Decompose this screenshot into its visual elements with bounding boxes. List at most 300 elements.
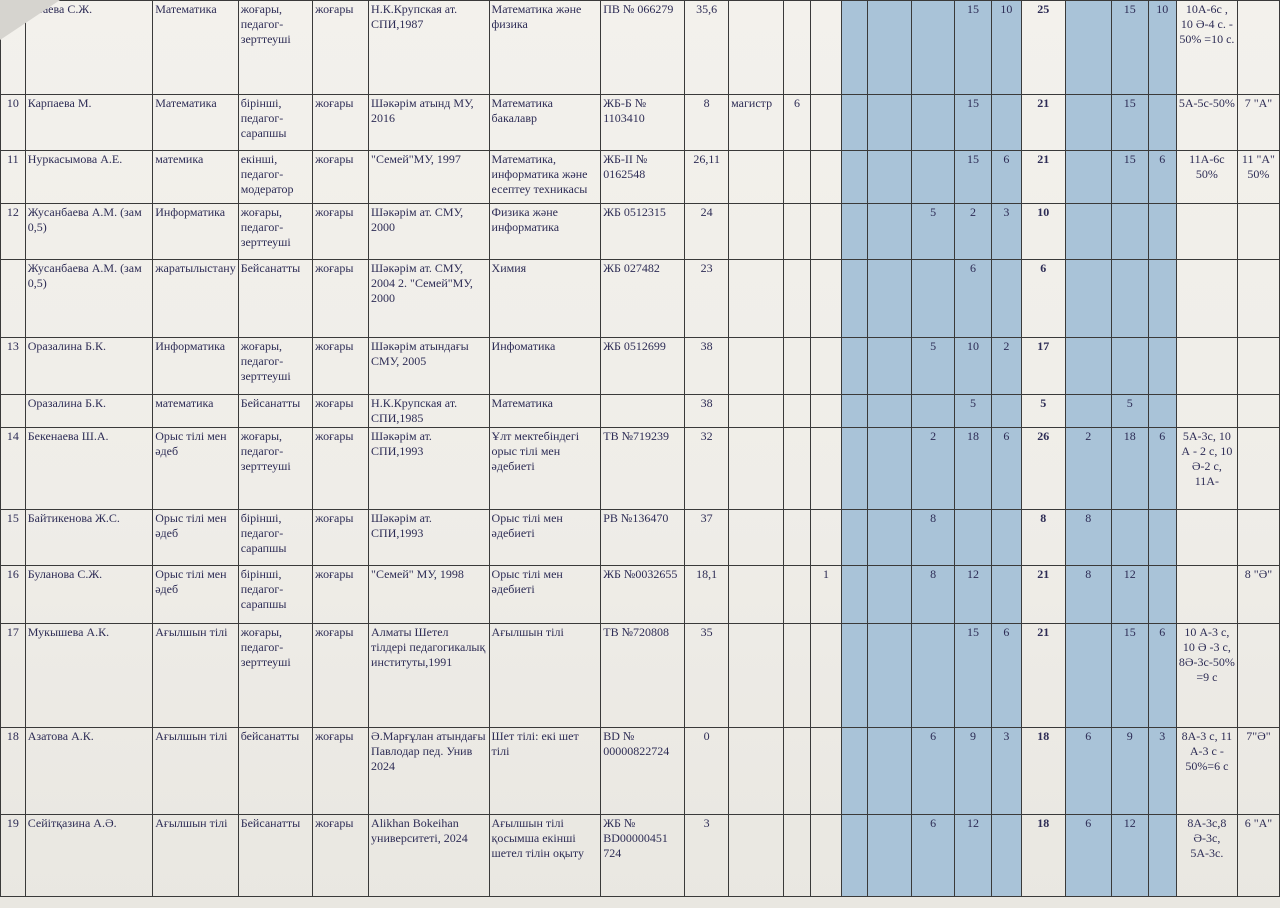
hours-1-cell <box>868 151 912 204</box>
teacher-name-cell: Жусанбаева А.М. (зам 0,5) <box>25 260 152 338</box>
extra-hours-2-cell <box>811 204 842 260</box>
split-2-cell: 15 <box>1111 1 1148 95</box>
extra-hours-1-cell <box>783 395 810 428</box>
academic-degree-cell <box>729 510 784 566</box>
hours-3-cell: 6 <box>955 260 992 338</box>
specialty-cell: Физика және информатика <box>489 204 601 260</box>
split-3-cell: 6 <box>1148 624 1176 728</box>
institution-cell: Шәкәрім ат. СПИ,1993 <box>369 428 489 510</box>
shaded-cell-cell <box>841 510 868 566</box>
folded-corner <box>0 0 60 40</box>
hours-2-cell: 5 <box>912 338 955 395</box>
total-hours-cell: 5 <box>1021 395 1065 428</box>
education-level-cell: жоғары <box>313 624 369 728</box>
extra-hours-2-cell <box>811 510 842 566</box>
academic-degree-cell <box>729 624 784 728</box>
category-cell: бірінші, педагог-сарапшы <box>238 510 312 566</box>
institution-cell: Шәкәрім атынд МУ, 2016 <box>369 95 489 151</box>
category-cell: Бейсанатты <box>238 395 312 428</box>
split-1-cell <box>1065 151 1111 204</box>
education-level-cell: жоғары <box>313 566 369 624</box>
education-level-cell: жоғары <box>313 815 369 897</box>
split-2-cell: 15 <box>1111 151 1148 204</box>
hours-3-cell <box>955 510 992 566</box>
diploma-number-cell: ЖБ 0512699 <box>601 338 685 395</box>
split-3-cell <box>1148 566 1176 624</box>
diploma-number-cell <box>601 395 685 428</box>
extra-hours-1-cell <box>783 338 810 395</box>
hours-4-cell <box>991 815 1021 897</box>
total-hours-cell: 21 <box>1021 566 1065 624</box>
specialty-cell: Математика <box>489 395 601 428</box>
hours-2-cell: 6 <box>912 728 955 815</box>
specialty-cell: Ұлт мектебіндегі орыс тілі мен әдебиеті <box>489 428 601 510</box>
hours-1-cell <box>868 338 912 395</box>
hours-1-cell <box>868 728 912 815</box>
hours-3-cell: 5 <box>955 395 992 428</box>
class-guidance-cell <box>1237 624 1279 728</box>
education-level-cell: жоғары <box>313 428 369 510</box>
split-3-cell: 6 <box>1148 151 1176 204</box>
experience-years-cell: 38 <box>685 395 729 428</box>
subject-cell: Орыс тілі мен әдеб <box>153 510 238 566</box>
specialty-cell: Орыс тілі мен әдебиеті <box>489 510 601 566</box>
specialty-cell: Инфоматика <box>489 338 601 395</box>
subject-cell: математика <box>153 395 238 428</box>
category-cell: Бейсанатты <box>238 815 312 897</box>
hours-4-cell <box>991 395 1021 428</box>
diploma-number-cell: РВ №136470 <box>601 510 685 566</box>
total-hours-cell: 18 <box>1021 728 1065 815</box>
institution-cell: Alikhan Bokeihan университеті, 2024 <box>369 815 489 897</box>
hours-4-cell: 10 <box>991 1 1021 95</box>
subject-cell: Орыс тілі мен әдеб <box>153 428 238 510</box>
academic-degree-cell <box>729 566 784 624</box>
row-number-cell: 13 <box>1 338 26 395</box>
row-number-cell: 14 <box>1 428 26 510</box>
shaded-cell-cell <box>841 566 868 624</box>
class-guidance-cell: 8 "Ә" <box>1237 566 1279 624</box>
teacher-name-cell: Мукышева А.К. <box>25 624 152 728</box>
category-cell: жоғары, педагог-зерттеуші <box>238 338 312 395</box>
hours-1-cell <box>868 204 912 260</box>
shaded-cell-cell <box>841 95 868 151</box>
shaded-cell-cell <box>841 151 868 204</box>
academic-degree-cell <box>729 815 784 897</box>
shaded-cell-cell <box>841 815 868 897</box>
split-2-cell <box>1111 510 1148 566</box>
hours-1-cell <box>868 624 912 728</box>
education-level-cell: жоғары <box>313 260 369 338</box>
category-cell: бірінші, педагог-сарапшы <box>238 566 312 624</box>
table-row <box>1 395 1280 428</box>
extra-hours-2-cell <box>811 624 842 728</box>
extra-hours-1-cell <box>783 151 810 204</box>
table-row <box>1 815 1280 897</box>
hours-4-cell: 2 <box>991 338 1021 395</box>
subject-cell: Информатика <box>153 338 238 395</box>
hours-1-cell <box>868 1 912 95</box>
split-1-cell <box>1065 624 1111 728</box>
teacher-name-cell: Оразалина Б.К. <box>25 395 152 428</box>
hours-4-cell: 3 <box>991 728 1021 815</box>
academic-degree-cell <box>729 151 784 204</box>
table-row <box>1 728 1280 815</box>
class-split-cell <box>1176 338 1237 395</box>
hours-2-cell: 8 <box>912 566 955 624</box>
education-level-cell: жоғары <box>313 510 369 566</box>
shaded-cell-cell <box>841 260 868 338</box>
experience-years-cell: 23 <box>685 260 729 338</box>
specialty-cell: Шет тілі: екі шет тілі <box>489 728 601 815</box>
subject-cell: матемика <box>153 151 238 204</box>
hours-3-cell: 12 <box>955 566 992 624</box>
split-2-cell <box>1111 260 1148 338</box>
shaded-cell-cell <box>841 395 868 428</box>
total-hours-cell: 26 <box>1021 428 1065 510</box>
shaded-cell-cell <box>841 1 868 95</box>
hours-3-cell: 15 <box>955 151 992 204</box>
extra-hours-1-cell <box>783 1 810 95</box>
category-cell: жоғары, педагог-зерттеуші <box>238 204 312 260</box>
class-guidance-cell <box>1237 204 1279 260</box>
teacher-name-cell: Сейітқазина А.Ә. <box>25 815 152 897</box>
shaded-cell-cell <box>841 728 868 815</box>
hours-3-cell: 18 <box>955 428 992 510</box>
class-split-cell: 8А-3с,8 Ә-3с, 5А-3с. <box>1176 815 1237 897</box>
teacher-name-cell: Нуркасымова А.Е. <box>25 151 152 204</box>
split-1-cell: 8 <box>1065 566 1111 624</box>
split-3-cell: 3 <box>1148 728 1176 815</box>
hours-3-cell: 10 <box>955 338 992 395</box>
hours-2-cell <box>912 260 955 338</box>
diploma-number-cell: ТВ №720808 <box>601 624 685 728</box>
class-guidance-cell <box>1237 428 1279 510</box>
extra-hours-2-cell <box>811 338 842 395</box>
class-guidance-cell <box>1237 510 1279 566</box>
extra-hours-2-cell <box>811 151 842 204</box>
specialty-cell: Математика және физика <box>489 1 601 95</box>
total-hours-cell: 25 <box>1021 1 1065 95</box>
shaded-cell-cell <box>841 204 868 260</box>
class-split-cell: 8А-3 с, 11 А-3 с - 50%=6 с <box>1176 728 1237 815</box>
class-split-cell: 10А-6с , 10 Ә-4 с. - 50% =10 с. <box>1176 1 1237 95</box>
diploma-number-cell: ПВ № 066279 <box>601 1 685 95</box>
diploma-number-cell: ЖБ-Б № 1103410 <box>601 95 685 151</box>
total-hours-cell: 8 <box>1021 510 1065 566</box>
total-hours-cell: 21 <box>1021 624 1065 728</box>
hours-3-cell: 9 <box>955 728 992 815</box>
split-3-cell: 10 <box>1148 1 1176 95</box>
extra-hours-1-cell <box>783 204 810 260</box>
split-1-cell: 6 <box>1065 815 1111 897</box>
academic-degree-cell <box>729 728 784 815</box>
class-split-cell <box>1176 510 1237 566</box>
table-row <box>1 566 1280 624</box>
hours-2-cell <box>912 624 955 728</box>
table-row <box>1 260 1280 338</box>
hours-4-cell <box>991 260 1021 338</box>
hours-1-cell <box>868 566 912 624</box>
extra-hours-1-cell <box>783 815 810 897</box>
split-3-cell <box>1148 260 1176 338</box>
table-row <box>1 95 1280 151</box>
subject-cell: Математика <box>153 1 238 95</box>
institution-cell: Н.К.Крупская ат. СПИ,1987 <box>369 1 489 95</box>
teacher-name-cell: Азатова А.К. <box>25 728 152 815</box>
class-guidance-cell <box>1237 395 1279 428</box>
subject-cell: Ағылшын тілі <box>153 815 238 897</box>
institution-cell: Шәкәрім ат. СПИ,1993 <box>369 510 489 566</box>
hours-3-cell: 15 <box>955 95 992 151</box>
extra-hours-1-cell <box>783 428 810 510</box>
education-level-cell: жоғары <box>313 728 369 815</box>
split-3-cell <box>1148 510 1176 566</box>
class-guidance-cell: 7 "А" <box>1237 95 1279 151</box>
specialty-cell: Химия <box>489 260 601 338</box>
row-number-cell: 11 <box>1 151 26 204</box>
specialty-cell: Математика, информатика және есептеу техникасы <box>489 151 601 204</box>
total-hours-cell: 17 <box>1021 338 1065 395</box>
class-split-cell: 10 А-3 с, 10 Ә -3 с, 8Ә-3с-50% =9 с <box>1176 624 1237 728</box>
table-row <box>1 510 1280 566</box>
diploma-number-cell: ТВ №719239 <box>601 428 685 510</box>
category-cell: жоғары, педагог-зерттеуші <box>238 624 312 728</box>
experience-years-cell: 8 <box>685 95 729 151</box>
institution-cell: Н.К.Крупская ат. СПИ,1985 <box>369 395 489 428</box>
teacher-name-cell: Байтикенова Ж.С. <box>25 510 152 566</box>
institution-cell: "Семей" МУ, 1998 <box>369 566 489 624</box>
split-2-cell: 12 <box>1111 566 1148 624</box>
table-row <box>1 338 1280 395</box>
teacher-name-cell: Оразалина Б.К. <box>25 338 152 395</box>
academic-degree-cell <box>729 260 784 338</box>
shaded-cell-cell <box>841 428 868 510</box>
hours-1-cell <box>868 510 912 566</box>
institution-cell: "Семей"МУ, 1997 <box>369 151 489 204</box>
hours-4-cell <box>991 95 1021 151</box>
specialty-cell: Ағылшын тілі қосымша екінші шетел тілін оқыту <box>489 815 601 897</box>
institution-cell: Шәкәрім атындағы СМУ, 2005 <box>369 338 489 395</box>
education-level-cell: жоғары <box>313 338 369 395</box>
class-split-cell <box>1176 260 1237 338</box>
institution-cell: Алматы Шетел тілдері педагогикалық институты,1991 <box>369 624 489 728</box>
extra-hours-1-cell <box>783 728 810 815</box>
hours-3-cell: 2 <box>955 204 992 260</box>
hours-2-cell <box>912 395 955 428</box>
total-hours-cell: 21 <box>1021 151 1065 204</box>
subject-cell: Орыс тілі мен әдеб <box>153 566 238 624</box>
total-hours-cell: 10 <box>1021 204 1065 260</box>
row-number-cell: 19 <box>1 815 26 897</box>
education-level-cell: жоғары <box>313 395 369 428</box>
category-cell: бейсанатты <box>238 728 312 815</box>
teacher-name-cell: Жусанбаева А.М. (зам 0,5) <box>25 204 152 260</box>
row-number-cell: 12 <box>1 204 26 260</box>
experience-years-cell: 0 <box>685 728 729 815</box>
subject-cell: Ағылшын тілі <box>153 728 238 815</box>
split-2-cell: 12 <box>1111 815 1148 897</box>
split-3-cell <box>1148 815 1176 897</box>
split-2-cell <box>1111 338 1148 395</box>
row-number-cell: 15 <box>1 510 26 566</box>
class-split-cell <box>1176 395 1237 428</box>
experience-years-cell: 38 <box>685 338 729 395</box>
extra-hours-1-cell <box>783 510 810 566</box>
education-level-cell: жоғары <box>313 151 369 204</box>
split-2-cell: 15 <box>1111 624 1148 728</box>
split-2-cell: 5 <box>1111 395 1148 428</box>
specialty-cell: Орыс тілі мен әдебиеті <box>489 566 601 624</box>
hours-2-cell <box>912 1 955 95</box>
extra-hours-1-cell <box>783 566 810 624</box>
hours-3-cell: 12 <box>955 815 992 897</box>
subject-cell: Ағылшын тілі <box>153 624 238 728</box>
category-cell: екінші, педагог-модератор <box>238 151 312 204</box>
extra-hours-2-cell <box>811 260 842 338</box>
diploma-number-cell: ЖБ №0032655 <box>601 566 685 624</box>
teacher-name-cell: Буланова С.Ж. <box>25 566 152 624</box>
academic-degree-cell: магистр <box>729 95 784 151</box>
education-level-cell: жоғары <box>313 95 369 151</box>
experience-years-cell: 3 <box>685 815 729 897</box>
extra-hours-1-cell: 6 <box>783 95 810 151</box>
total-hours-cell: 6 <box>1021 260 1065 338</box>
class-guidance-cell <box>1237 1 1279 95</box>
category-cell: бірінші, педагог-сарапшы <box>238 95 312 151</box>
teacher-name-cell: ...баева С.Ж. <box>25 1 152 95</box>
row-number-cell <box>1 260 26 338</box>
subject-cell: Математика <box>153 95 238 151</box>
row-number-cell: 10 <box>1 95 26 151</box>
hours-3-cell: 15 <box>955 1 992 95</box>
split-2-cell: 9 <box>1111 728 1148 815</box>
split-3-cell <box>1148 95 1176 151</box>
hours-1-cell <box>868 260 912 338</box>
diploma-number-cell: ЖБ 027482 <box>601 260 685 338</box>
hours-4-cell: 6 <box>991 428 1021 510</box>
split-3-cell <box>1148 204 1176 260</box>
extra-hours-1-cell <box>783 260 810 338</box>
hours-2-cell <box>912 95 955 151</box>
education-level-cell: жоғары <box>313 1 369 95</box>
class-guidance-cell <box>1237 260 1279 338</box>
table-row <box>1 204 1280 260</box>
hours-2-cell <box>912 151 955 204</box>
shaded-cell-cell <box>841 624 868 728</box>
split-1-cell: 6 <box>1065 728 1111 815</box>
split-2-cell: 15 <box>1111 95 1148 151</box>
specialty-cell: Математика бакалавр <box>489 95 601 151</box>
class-guidance-cell <box>1237 338 1279 395</box>
hours-4-cell: 6 <box>991 624 1021 728</box>
teacher-name-cell: Карпаева М. <box>25 95 152 151</box>
split-2-cell: 18 <box>1111 428 1148 510</box>
experience-years-cell: 18,1 <box>685 566 729 624</box>
diploma-number-cell: BD № 00000822724 <box>601 728 685 815</box>
total-hours-cell: 21 <box>1021 95 1065 151</box>
experience-years-cell: 37 <box>685 510 729 566</box>
hours-1-cell <box>868 428 912 510</box>
academic-degree-cell <box>729 338 784 395</box>
hours-4-cell <box>991 510 1021 566</box>
hours-1-cell <box>868 395 912 428</box>
class-guidance-cell: 7"Ә" <box>1237 728 1279 815</box>
total-hours-cell: 18 <box>1021 815 1065 897</box>
class-guidance-cell: 11 "А" 50% <box>1237 151 1279 204</box>
split-3-cell <box>1148 338 1176 395</box>
shaded-cell-cell <box>841 338 868 395</box>
split-1-cell <box>1065 395 1111 428</box>
class-split-cell <box>1176 566 1237 624</box>
split-2-cell <box>1111 204 1148 260</box>
class-split-cell: 5А-3с, 10 А - 2 с, 10 Ә-2 с, 11А- <box>1176 428 1237 510</box>
extra-hours-2-cell <box>811 728 842 815</box>
class-guidance-cell: 6 "А" <box>1237 815 1279 897</box>
extra-hours-2-cell <box>811 95 842 151</box>
extra-hours-2-cell <box>811 428 842 510</box>
split-1-cell: 2 <box>1065 428 1111 510</box>
table-row <box>1 1 1280 95</box>
hours-2-cell: 5 <box>912 204 955 260</box>
split-3-cell: 6 <box>1148 428 1176 510</box>
teacher-name-cell: Бекенаева Ш.А. <box>25 428 152 510</box>
extra-hours-2-cell <box>811 395 842 428</box>
split-1-cell <box>1065 95 1111 151</box>
split-1-cell <box>1065 1 1111 95</box>
institution-cell: Шәкәрім ат. СМУ, 2004 2. "Семей"МУ, 2000 <box>369 260 489 338</box>
extra-hours-2-cell: 1 <box>811 566 842 624</box>
subject-cell: жаратылыстану <box>153 260 238 338</box>
experience-years-cell: 24 <box>685 204 729 260</box>
hours-1-cell <box>868 95 912 151</box>
experience-years-cell: 26,11 <box>685 151 729 204</box>
academic-degree-cell <box>729 1 784 95</box>
category-cell: Бейсанатты <box>238 260 312 338</box>
experience-years-cell: 35 <box>685 624 729 728</box>
institution-cell: Шәкәрім ат. СМУ, 2000 <box>369 204 489 260</box>
row-number-cell: 16 <box>1 566 26 624</box>
table-row <box>1 428 1280 510</box>
split-1-cell <box>1065 338 1111 395</box>
row-number-cell: 17 <box>1 624 26 728</box>
category-cell: жоғары, педагог-зерттеуші <box>238 1 312 95</box>
hours-4-cell: 6 <box>991 151 1021 204</box>
academic-degree-cell <box>729 204 784 260</box>
extra-hours-2-cell <box>811 1 842 95</box>
diploma-number-cell: ЖБ № BD00000451 724 <box>601 815 685 897</box>
class-split-cell <box>1176 204 1237 260</box>
hours-4-cell <box>991 566 1021 624</box>
row-number-cell <box>1 395 26 428</box>
split-1-cell <box>1065 204 1111 260</box>
extra-hours-1-cell <box>783 624 810 728</box>
diploma-number-cell: ЖБ-ІІ № 0162548 <box>601 151 685 204</box>
hours-3-cell: 15 <box>955 624 992 728</box>
hours-2-cell: 8 <box>912 510 955 566</box>
class-split-cell: 5А-5с-50% <box>1176 95 1237 151</box>
specialty-cell: Ағылшын тілі <box>489 624 601 728</box>
experience-years-cell: 32 <box>685 428 729 510</box>
split-1-cell: 8 <box>1065 510 1111 566</box>
category-cell: жоғары, педагог-зерттеуші <box>238 428 312 510</box>
academic-degree-cell <box>729 428 784 510</box>
table-row <box>1 151 1280 204</box>
class-split-cell: 11А-6с 50% <box>1176 151 1237 204</box>
academic-degree-cell <box>729 395 784 428</box>
split-1-cell <box>1065 260 1111 338</box>
hours-2-cell: 2 <box>912 428 955 510</box>
